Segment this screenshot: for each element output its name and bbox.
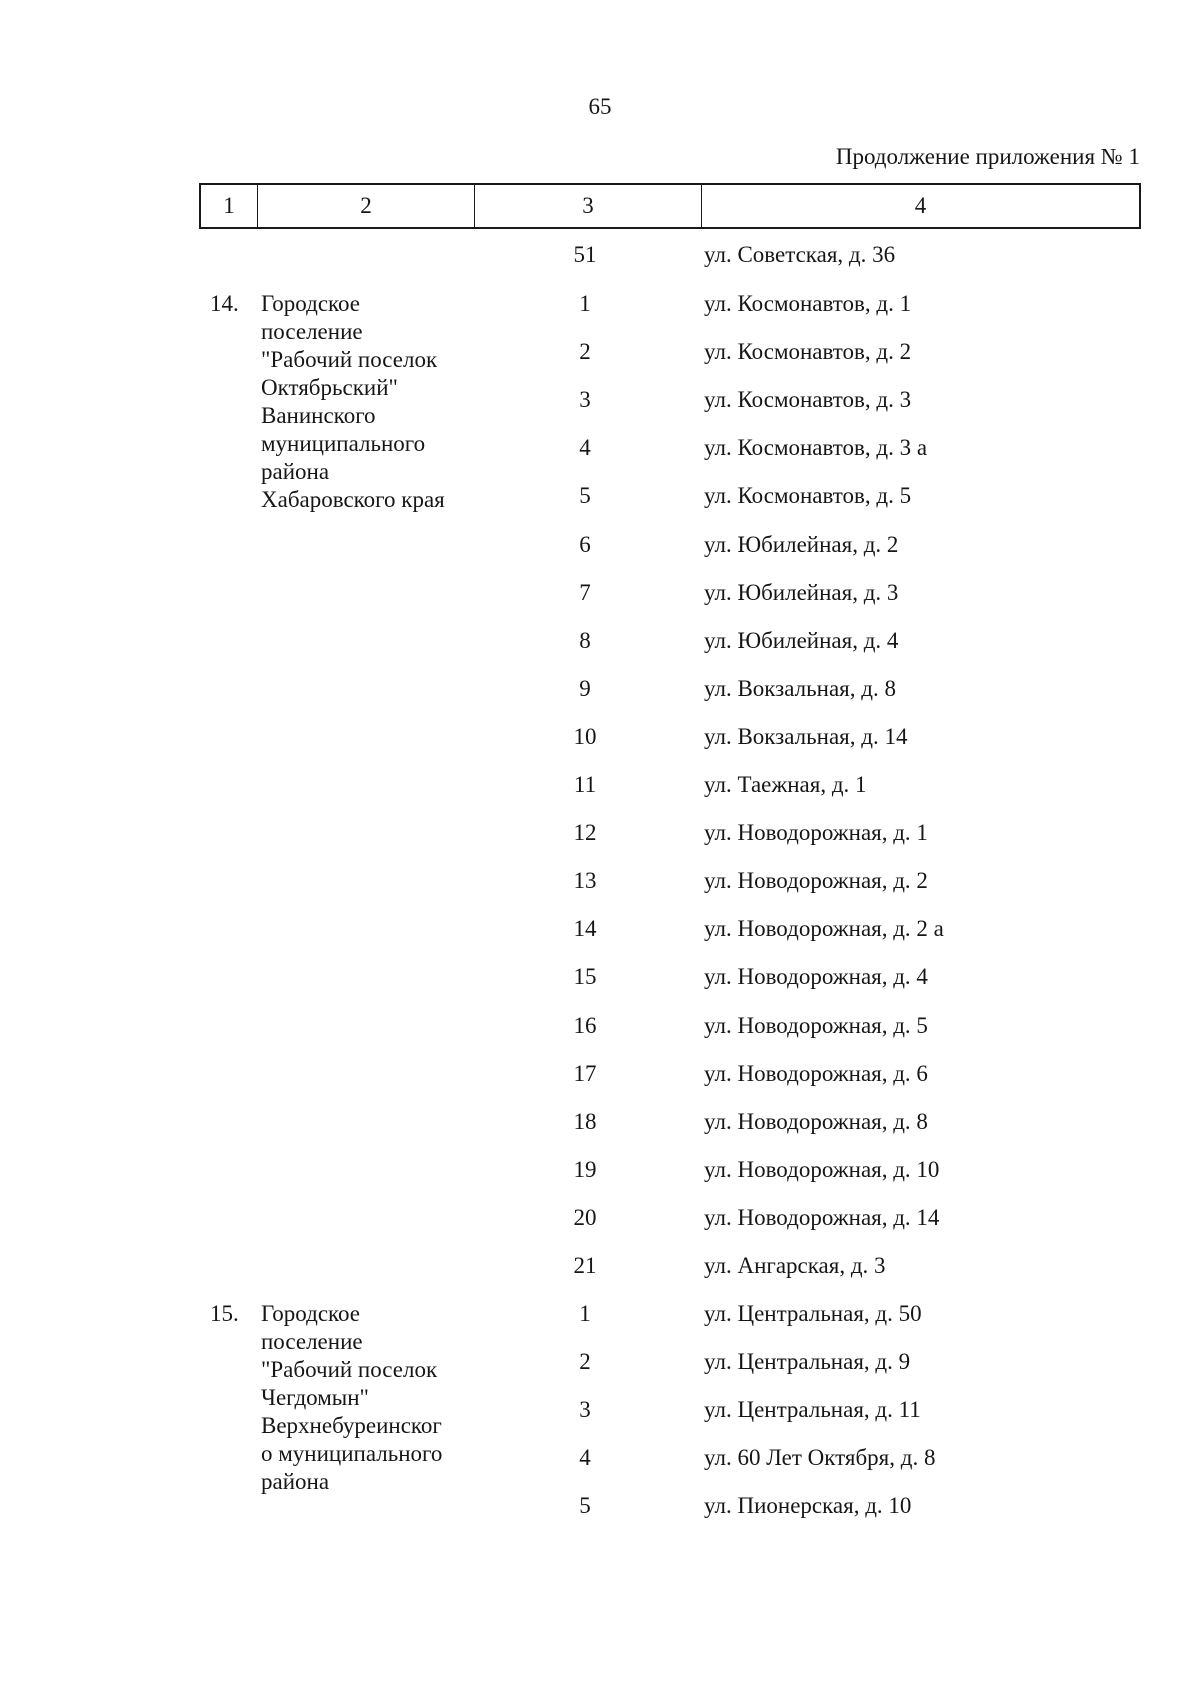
prev-row-address: ул. Советская, д. 36 xyxy=(704,242,896,267)
row-address: ул. Новодорожная, д. 6 xyxy=(704,1061,928,1086)
group-name-line: района xyxy=(261,1469,330,1494)
row-address: ул. Ангарская, д. 3 xyxy=(704,1253,886,1278)
group-name-line: Хабаровского края xyxy=(261,487,445,512)
row-number: 5 xyxy=(579,483,591,508)
row-address: ул. Новодорожная, д. 2 а xyxy=(704,916,944,941)
group-name-line: "Рабочий поселок xyxy=(261,1357,438,1382)
row-number: 12 xyxy=(573,820,597,845)
group-name-line: муниципального xyxy=(261,431,426,456)
row-number: 20 xyxy=(573,1205,597,1230)
row-address: ул. Юбилейная, д. 4 xyxy=(704,628,899,653)
row-number: 21 xyxy=(573,1253,597,1278)
row-address: ул. 60 Лет Октября, д. 8 xyxy=(704,1445,936,1470)
header-col-3: 3 xyxy=(475,185,702,227)
group-name-line: Городское xyxy=(261,291,361,316)
group-index: 14. xyxy=(210,291,239,316)
row-address: ул. Юбилейная, д. 3 xyxy=(704,580,899,605)
row-number: 3 xyxy=(579,387,591,412)
row-address: ул. Космонавтов, д. 5 xyxy=(704,483,912,508)
table-header xyxy=(199,183,1141,229)
page-number: 65 xyxy=(588,94,612,119)
row-number: 15 xyxy=(573,964,597,989)
row-number: 6 xyxy=(579,532,591,557)
row-address: ул. Центральная, д. 11 xyxy=(704,1397,921,1422)
group-name-line: Чегдомын" xyxy=(261,1385,369,1410)
group-index: 15. xyxy=(210,1301,239,1326)
row-number: 19 xyxy=(573,1157,597,1182)
row-number: 1 xyxy=(579,291,591,316)
row-address: ул. Космонавтов, д. 2 xyxy=(704,339,912,364)
row-address: ул. Новодорожная, д. 5 xyxy=(704,1013,928,1038)
group-name-line: поселение xyxy=(261,1329,363,1354)
row-number: 4 xyxy=(579,435,591,460)
group-name-line: поселение xyxy=(261,319,363,344)
row-address: ул. Новодорожная, д. 2 xyxy=(704,868,928,893)
row-address: ул. Новодорожная, д. 14 xyxy=(704,1205,940,1230)
group-name-line: района xyxy=(261,459,330,484)
row-address: ул. Вокзальная, д. 8 xyxy=(704,676,896,701)
group-name-line: Ванинского xyxy=(261,403,376,428)
row-number: 14 xyxy=(573,916,597,941)
row-address: ул. Юбилейная, д. 2 xyxy=(704,532,899,557)
row-address: ул. Новодорожная, д. 1 xyxy=(704,820,928,845)
group-name xyxy=(261,290,476,514)
group-name-line: Верхнебуреинског xyxy=(261,1413,442,1438)
row-address: ул. Космонавтов, д. 3 а xyxy=(704,435,928,460)
row-address: ул. Центральная, д. 50 xyxy=(704,1301,922,1326)
row-address: ул. Пионерская, д. 10 xyxy=(704,1493,912,1518)
group-name-line: о муниципального xyxy=(261,1441,443,1466)
row-number: 5 xyxy=(579,1493,591,1518)
row-number: 8 xyxy=(579,628,591,653)
header-col-4: 4 xyxy=(914,193,927,218)
row-number: 2 xyxy=(579,1349,591,1374)
row-number: 16 xyxy=(573,1013,597,1038)
prev-row-number: 51 xyxy=(573,242,597,267)
row-number: 2 xyxy=(579,339,591,364)
row-number: 11 xyxy=(573,772,597,797)
row-number: 13 xyxy=(573,868,597,893)
row-number: 9 xyxy=(579,676,591,701)
row-number: 1 xyxy=(579,1301,591,1326)
row-address: ул. Вокзальная, д. 14 xyxy=(704,724,908,749)
row-address: ул. Космонавтов, д. 3 xyxy=(704,387,912,412)
row-number: 4 xyxy=(579,1445,591,1470)
row-number: 18 xyxy=(573,1109,597,1134)
header-col-1: 1 xyxy=(201,185,258,227)
group-name-line: "Рабочий поселок xyxy=(261,347,438,372)
continuation-label: Продолжение приложения № 1 xyxy=(835,144,1140,169)
row-address: ул. Космонавтов, д. 1 xyxy=(704,291,912,316)
header-col-2: 2 xyxy=(258,185,475,227)
row-address: ул. Новодорожная, д. 8 xyxy=(704,1109,928,1134)
group-name-line: Городское xyxy=(261,1301,361,1326)
row-address: ул. Центральная, д. 9 xyxy=(704,1349,911,1374)
row-number: 10 xyxy=(573,724,597,749)
group-name-line: Октябрьский" xyxy=(261,375,398,400)
row-address: ул. Новодорожная, д. 4 xyxy=(704,964,928,989)
row-address: ул. Новодорожная, д. 10 xyxy=(704,1157,940,1182)
row-address: ул. Таежная, д. 1 xyxy=(704,772,867,797)
row-number: 7 xyxy=(579,580,591,605)
row-number: 17 xyxy=(573,1061,597,1086)
group-name xyxy=(261,1300,476,1496)
row-number: 3 xyxy=(579,1397,591,1422)
